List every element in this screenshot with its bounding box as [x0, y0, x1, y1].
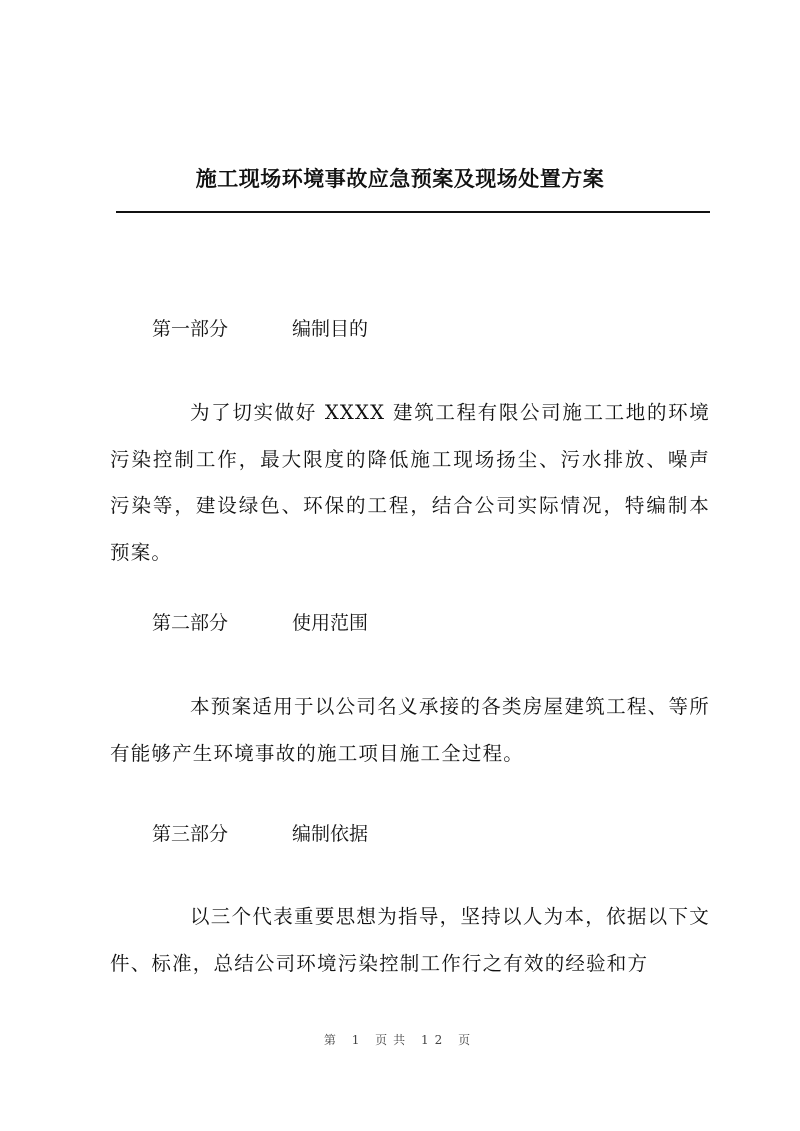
- section-heading-1: [152, 315, 368, 343]
- document-title: 施工现场环境事故应急预案及现场处置方案: [195, 167, 605, 191]
- section-part-label: 第三部分: [152, 823, 229, 845]
- section-heading-text: 编制依据: [292, 823, 369, 845]
- page-footer: 第 1 页共 12 页: [323, 1033, 477, 1047]
- title-underline: [116, 211, 710, 213]
- section-part-label: 第二部分: [152, 612, 229, 634]
- section-heading-2: [152, 609, 368, 637]
- section-heading-3: [152, 820, 368, 848]
- section-paragraph-1: 为了切实做好 XXXX 建筑工程有限公司施工工地的环境污染控制工作，最大限度的降低施工现场扬尘、污水排放、噪声污染等，建设绿色、环保的工程，结合公司实际情况，特编制本预案。: [110, 401, 710, 564]
- section-paragraph-2: 本预案适用于以公司名义承接的各类房屋建筑工程、等所有能够产生环境事故的施工项目施工全过程。: [110, 695, 710, 765]
- section-paragraph-3: 以三个代表重要思想为指导，坚持以人为本，依据以下文件、标准，总结公司环境污染控制工作行之有效的经验和方: [110, 905, 710, 975]
- section-part-label: 第一部分: [152, 318, 229, 340]
- section-heading-text: 编制目的: [292, 318, 369, 340]
- section-heading-text: 使用范围: [292, 612, 369, 634]
